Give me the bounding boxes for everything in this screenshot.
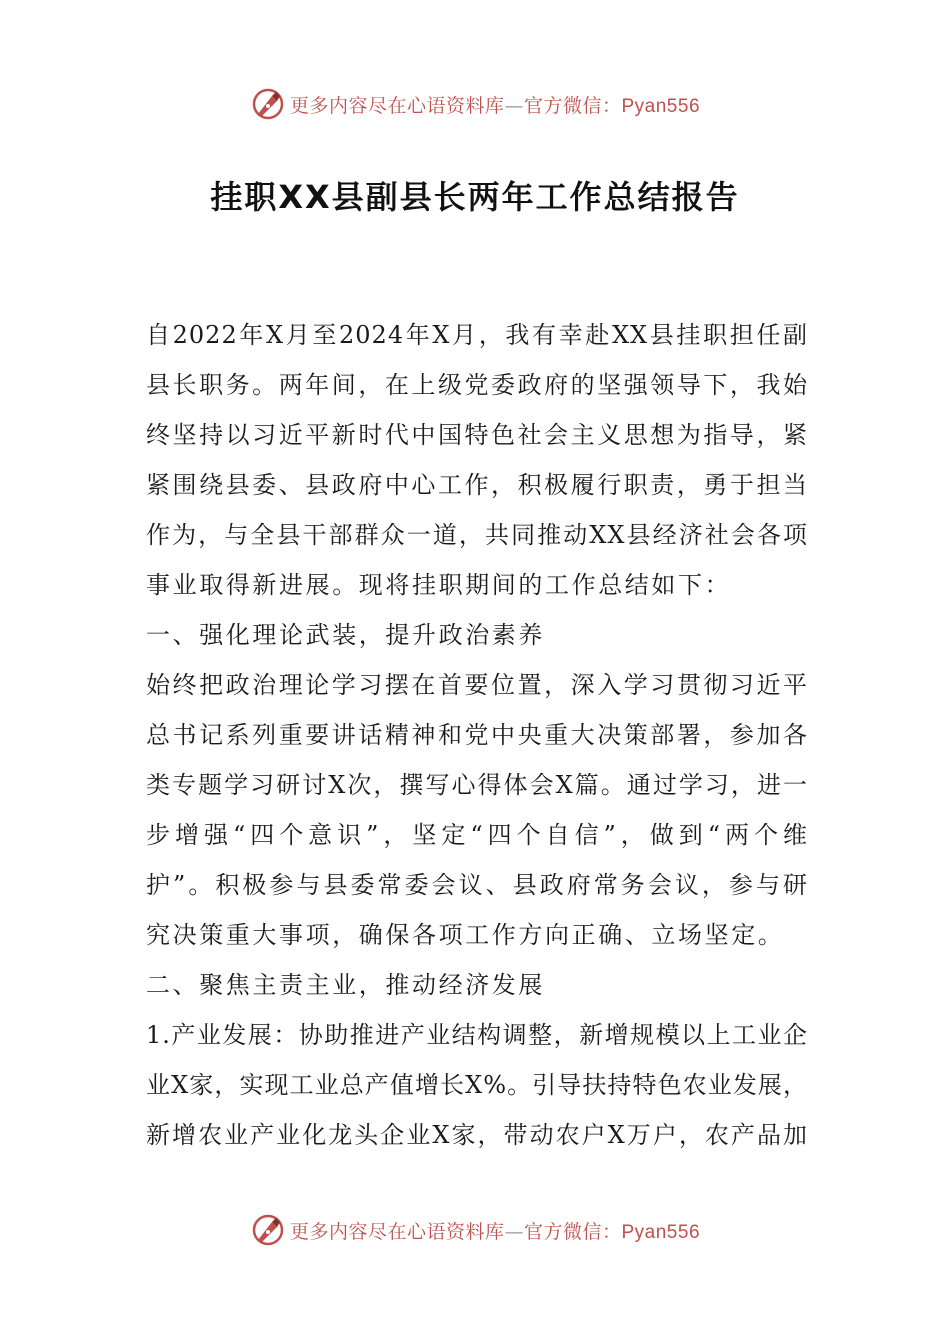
- watermark-wechat-label: 官方微信：: [523, 1220, 622, 1243]
- body-line: 事业取得新进展。现将挂职期间的工作总结如下：: [146, 571, 732, 599]
- section-heading: 二、聚焦主责主业，推动经济发展: [146, 971, 545, 999]
- watermark-separator: —: [504, 94, 524, 117]
- watermark-separator: —: [504, 1220, 524, 1243]
- document-title: 挂职XX县副县长两年工作总结报告: [210, 178, 740, 216]
- body-line: 自2022年X月至2024年X月，我有幸赴XX县挂职担任副: [146, 321, 808, 349]
- watermark-text: 更多内容尽在心语资料库: [289, 1220, 505, 1243]
- watermark-wechat-id: Pyan556: [621, 95, 701, 117]
- watermark-text: 更多内容尽在心语资料库: [289, 94, 505, 117]
- body-line: 新增农业产业化龙头企业X家，带动农户X万户，农产品加: [146, 1121, 808, 1149]
- body-line: 究决策重大事项，确保各项工作方向正确、立场坚定。: [146, 921, 785, 949]
- watermark-wechat-label: 官方微信：: [523, 94, 622, 117]
- pen-nib-logo-icon: [250, 86, 286, 122]
- pen-nib-logo-icon: [250, 1212, 286, 1248]
- body-line: 紧围绕县委、县政府中心工作，积极履行职责，勇于担当: [146, 471, 808, 499]
- body-line: 总书记系列重要讲话精神和党中央重大决策部署，参加各: [146, 721, 808, 749]
- body-line: 步增强“四个意识”，坚定“四个自信”，做到“两个维: [146, 821, 808, 849]
- body-line: 类专题学习研讨X次，撰写心得体会X篇。通过学习，进一: [146, 771, 808, 799]
- footer-watermark: [0, 1210, 950, 1250]
- body-line: 终坚持以习近平新时代中国特色社会主义思想为指导，紧: [146, 421, 808, 449]
- header-watermark: [0, 84, 950, 124]
- watermark-wechat-id: Pyan556: [621, 1221, 701, 1243]
- document-body: [146, 312, 808, 1162]
- section-heading: 一、强化理论武装，提升政治素养: [146, 621, 545, 649]
- body-line: 作为，与全县干部群众一道，共同推动XX县经济社会各项: [146, 521, 808, 549]
- body-line: 始终把政治理论学习摆在首要位置，深入学习贯彻习近平: [146, 671, 808, 699]
- body-line: 县长职务。两年间，在上级党委政府的坚强领导下，我始: [146, 371, 808, 399]
- body-line: 护”。积极参与县委常委会议、县政府常务会议，参与研: [146, 871, 808, 899]
- body-line: 1.产业发展：协助推进产业结构调整，新增规模以上工业企: [146, 1021, 808, 1049]
- body-line: 业X家，实现工业总产值增长X%。引导扶持特色农业发展，: [146, 1071, 808, 1099]
